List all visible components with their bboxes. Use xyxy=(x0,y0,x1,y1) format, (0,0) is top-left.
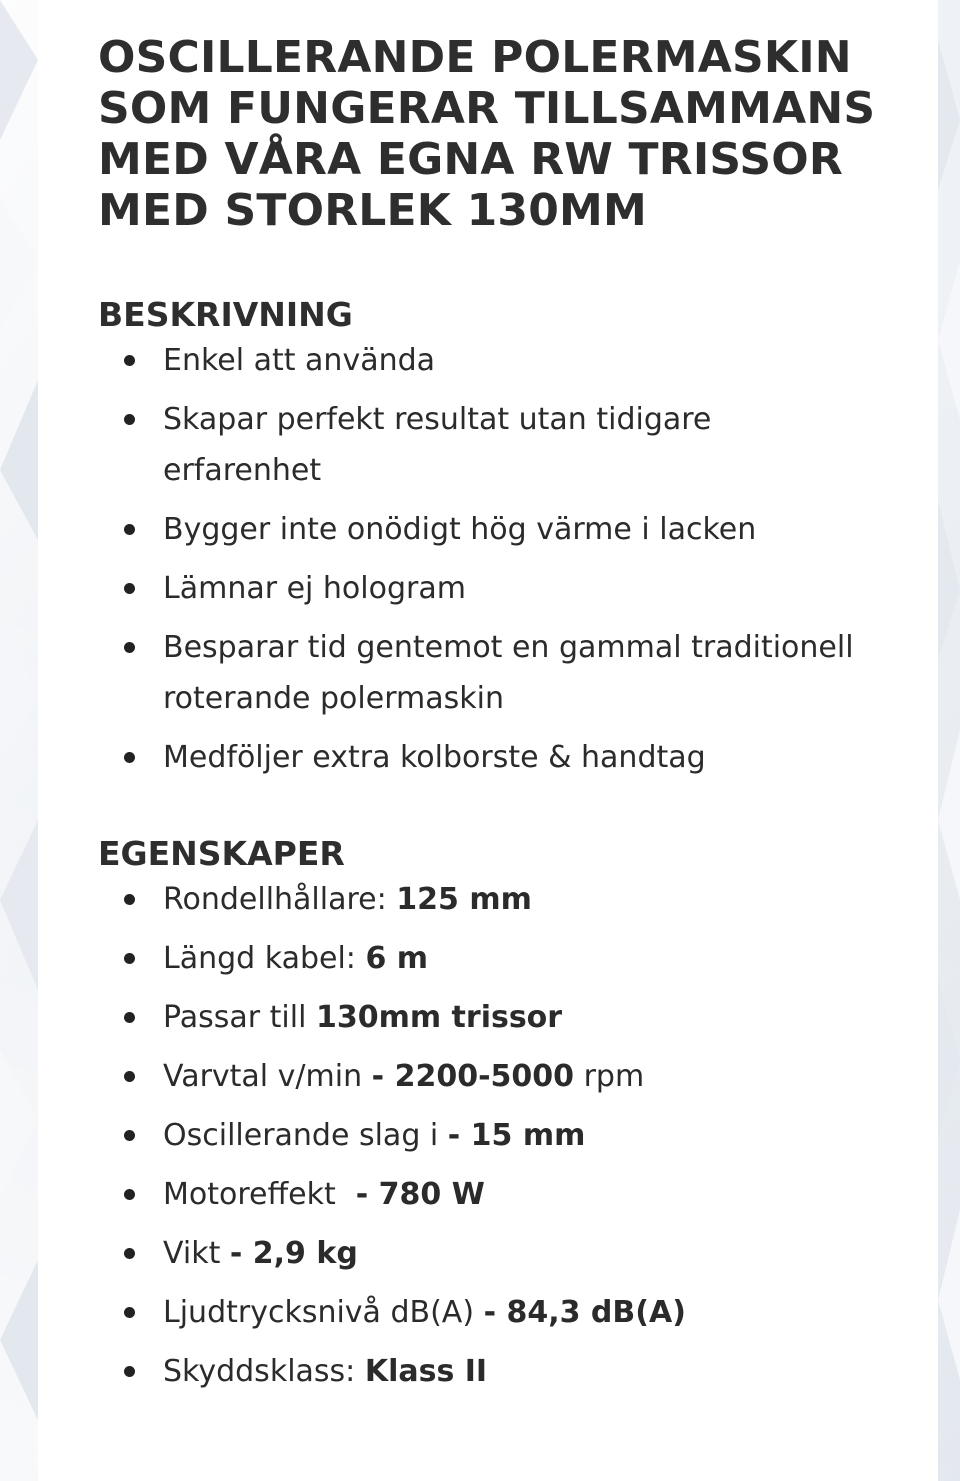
spec-value: Klass II xyxy=(364,1354,488,1389)
bullet-icon xyxy=(124,1012,135,1023)
spec-value: 125 mm xyxy=(396,882,532,917)
bullet-icon xyxy=(124,1189,135,1200)
spec-label: Ljudtrycksnivå dB(A) xyxy=(163,1295,475,1330)
list-item xyxy=(98,335,878,386)
list-item-text: Lämnar ej hologram xyxy=(163,571,466,606)
spec-label: Motoreffekt xyxy=(163,1177,336,1212)
spec-value: 6 m xyxy=(365,941,429,976)
spec-unit: rpm xyxy=(583,1059,645,1094)
bullet-icon xyxy=(124,894,135,905)
spec-value: - 2,9 kg xyxy=(229,1236,358,1271)
spec-item xyxy=(98,1051,878,1102)
spec-item xyxy=(98,874,878,925)
spec-label: Passar till xyxy=(163,1000,307,1035)
content-panel xyxy=(38,0,938,1481)
spec-value: - 780 W xyxy=(345,1177,485,1212)
list-item xyxy=(98,622,878,724)
spec-label: Varvtal v/min xyxy=(163,1059,363,1094)
list-item-text: Skapar perfekt resultat utan tidigare erfarenhet xyxy=(163,402,712,488)
bullet-icon xyxy=(124,1130,135,1141)
page-title: OSCILLERANDE POLERMASKIN SOM FUNGERAR TILLSAMMANS MED VÅRA EGNA RW TRISSOR MED STORLEK 130MM xyxy=(98,32,876,236)
product-content xyxy=(98,32,878,1405)
list-item xyxy=(98,504,878,555)
description-heading: BESKRIVNING xyxy=(98,295,353,334)
spec-item xyxy=(98,1346,878,1397)
spec-value: - 84,3 dB(A) xyxy=(483,1295,686,1330)
spec-value: - 15 mm xyxy=(447,1118,586,1153)
bullet-icon xyxy=(124,355,135,366)
spec-value: 130mm trissor xyxy=(315,1000,563,1035)
bullet-icon xyxy=(124,752,135,763)
bullet-icon xyxy=(124,1071,135,1082)
list-item-text: Medföljer extra kolborste & handtag xyxy=(163,740,706,775)
bullet-icon xyxy=(124,1366,135,1377)
bullet-icon xyxy=(124,524,135,535)
spec-label: Vikt xyxy=(163,1236,221,1271)
list-item xyxy=(98,563,878,614)
bullet-icon xyxy=(124,1307,135,1318)
spec-item xyxy=(98,992,878,1043)
description-list xyxy=(98,335,878,783)
spec-item xyxy=(98,1110,878,1161)
list-item-text: Besparar tid gentemot en gammal traditionell roterande polermaskin xyxy=(163,630,854,716)
properties-list xyxy=(98,874,878,1397)
spec-label: Oscillerande slag i xyxy=(163,1118,439,1153)
spec-value: - 2200-5000 xyxy=(371,1059,575,1094)
spec-label: Rondellhållare: xyxy=(163,882,387,917)
spec-label: Längd kabel: xyxy=(163,941,356,976)
spec-item xyxy=(98,1169,878,1220)
background-pattern-left xyxy=(0,0,38,1481)
bullet-icon xyxy=(124,953,135,964)
bullet-icon xyxy=(124,642,135,653)
spec-label: Skyddsklass: xyxy=(163,1354,356,1389)
spec-item xyxy=(98,933,878,984)
bullet-icon xyxy=(124,414,135,425)
bullet-icon xyxy=(124,1248,135,1259)
background-pattern-right xyxy=(938,0,960,1481)
properties-heading: EGENSKAPER xyxy=(98,834,345,873)
spec-item xyxy=(98,1287,878,1338)
list-item xyxy=(98,732,878,783)
list-item-text: Enkel att använda xyxy=(163,343,436,378)
spec-item xyxy=(98,1228,878,1279)
list-item-text: Bygger inte onödigt hög värme i lacken xyxy=(163,512,757,547)
list-item xyxy=(98,394,878,496)
bullet-icon xyxy=(124,583,135,594)
